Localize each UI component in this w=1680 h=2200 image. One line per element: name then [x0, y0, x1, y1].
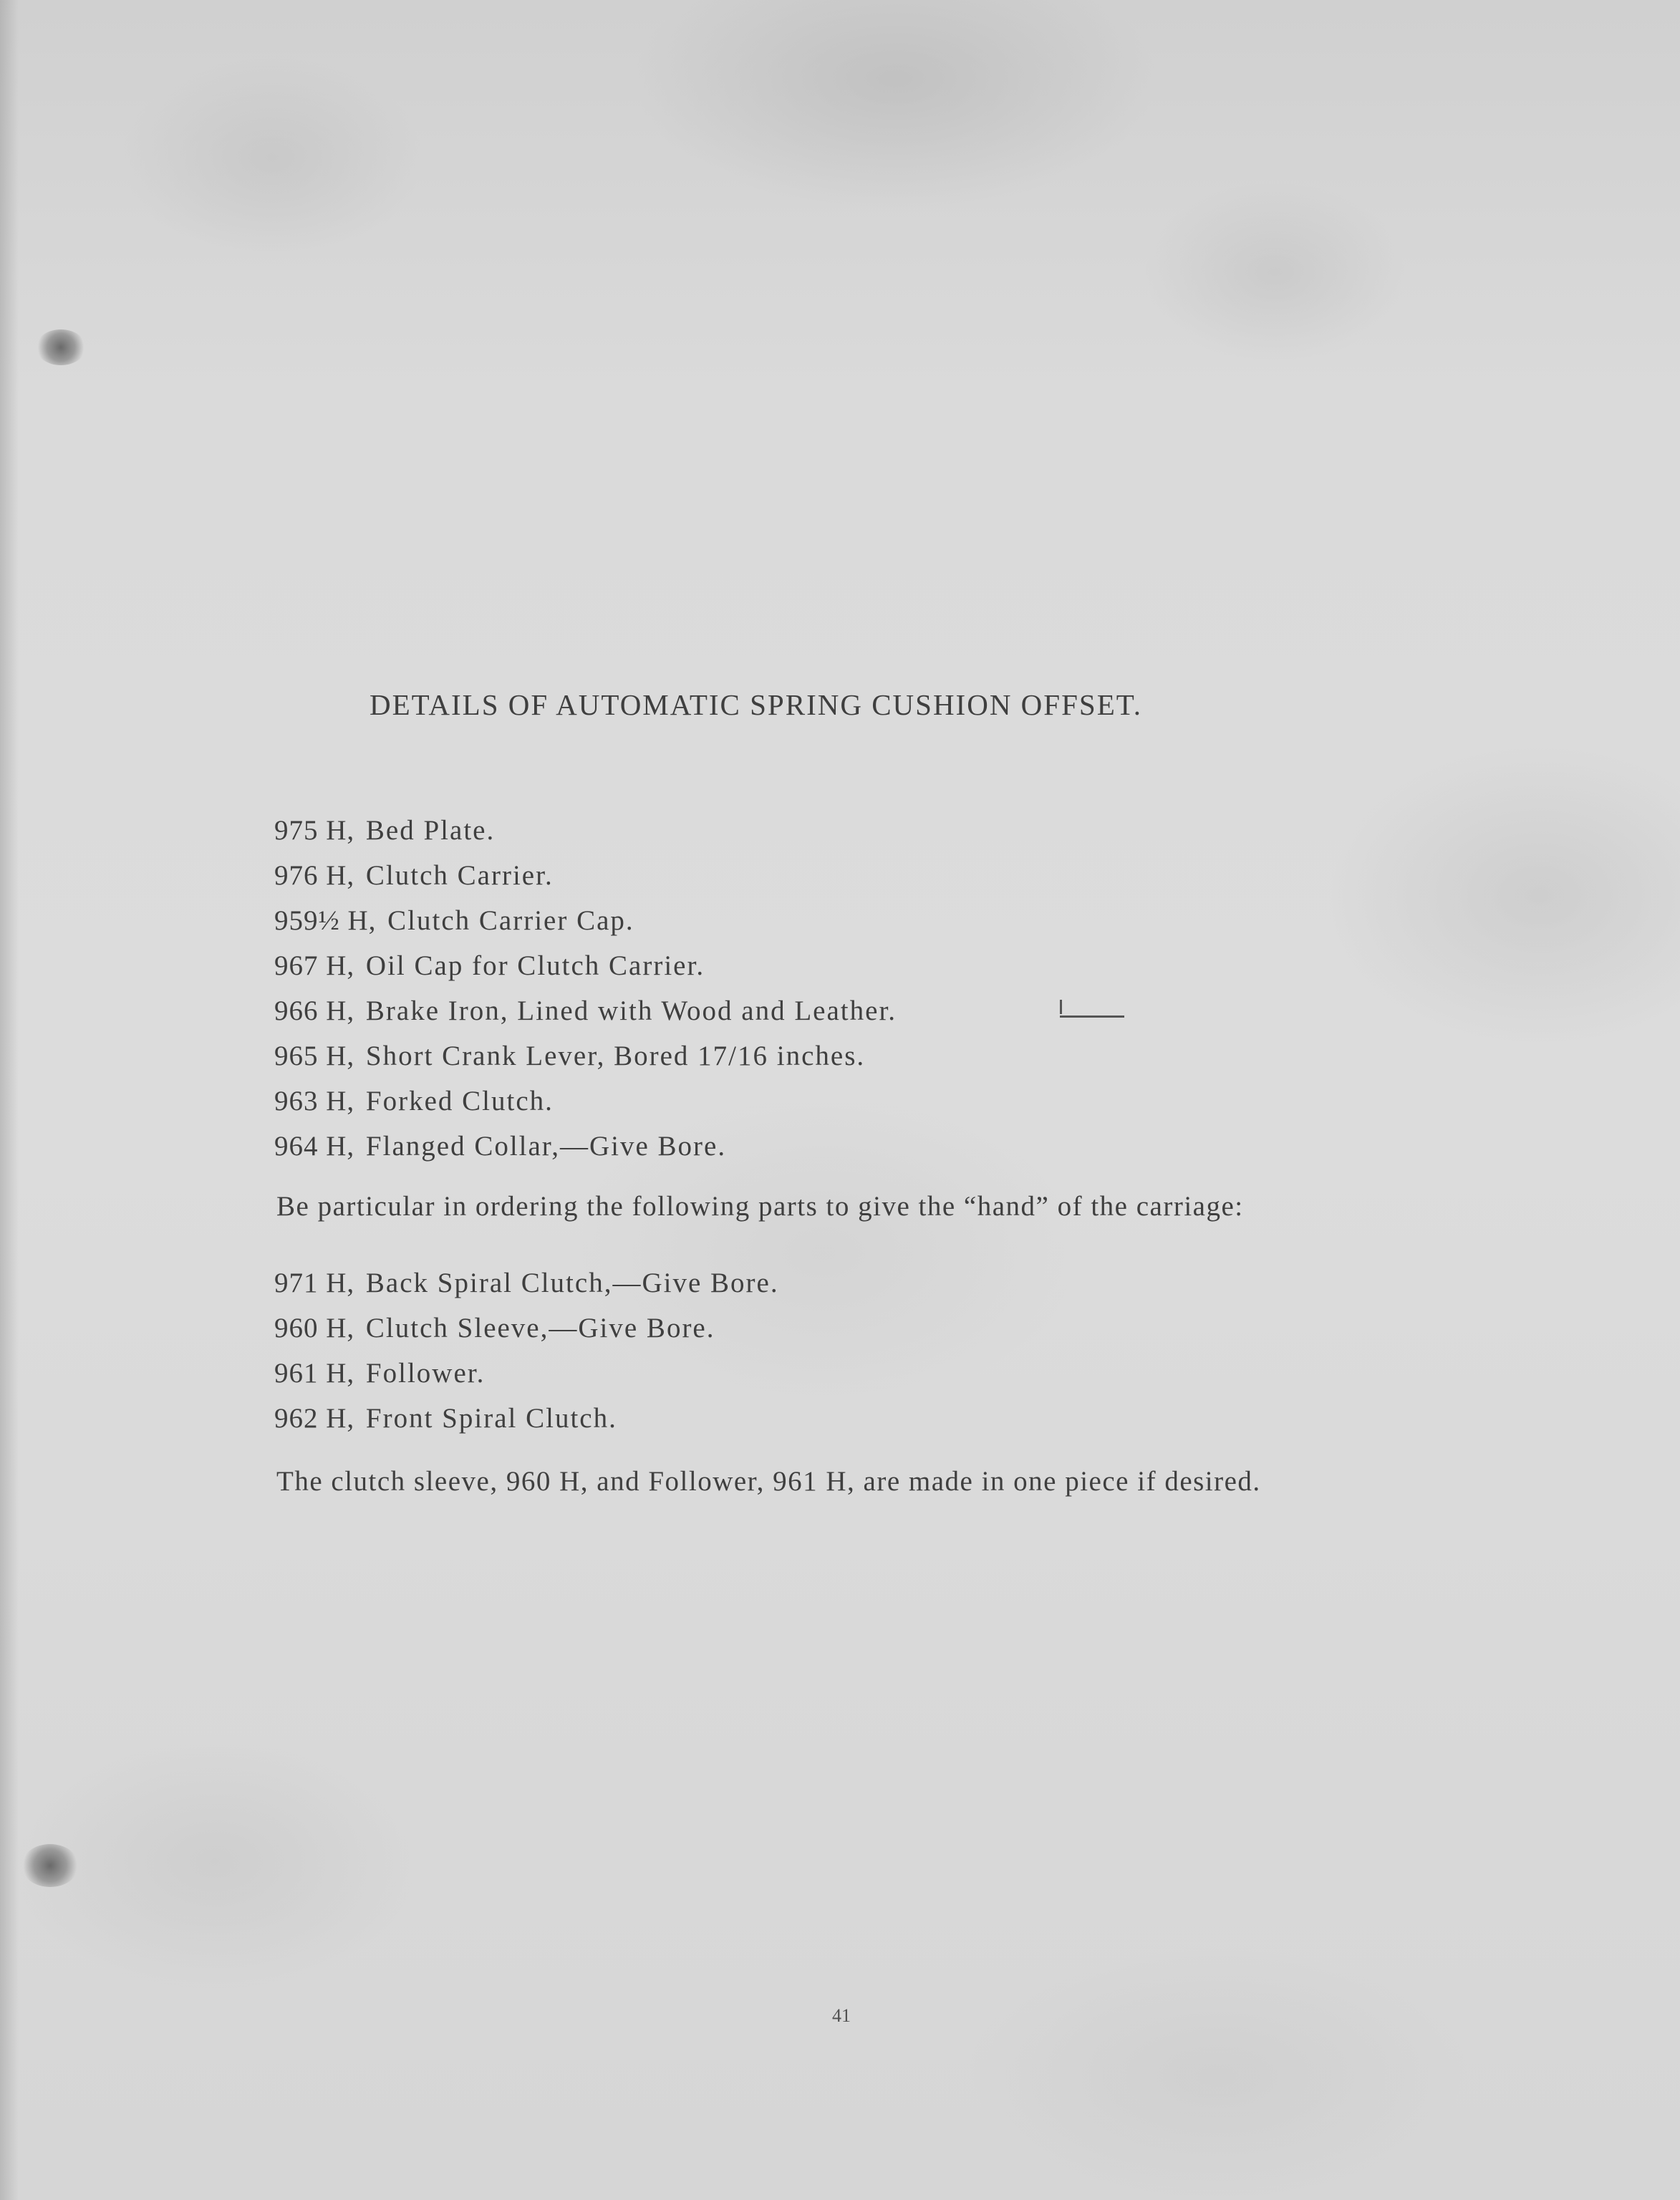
part-number: 960 H, — [274, 1313, 355, 1343]
part-number: 965 H, — [274, 1041, 355, 1071]
part-description: Back Spiral Clutch,—Give Bore. — [365, 1268, 779, 1298]
paper-damage-spot — [36, 329, 86, 365]
paper-damage-spot — [21, 1844, 79, 1887]
list-item — [274, 1351, 1492, 1396]
part-description: Clutch Carrier. — [365, 860, 554, 891]
part-number: 959½ H, — [274, 905, 377, 936]
list-item — [274, 1079, 1492, 1124]
part-description: Short Crank Lever, Bored 17/16 inches. — [365, 1041, 866, 1071]
part-number: 967 H, — [274, 950, 355, 981]
list-item — [274, 988, 1492, 1033]
part-description: Bed Plate. — [365, 815, 496, 846]
handwritten-arrow-mark — [1060, 1005, 1124, 1018]
part-number: 975 H, — [274, 815, 355, 846]
page-title: DETAILS OF AUTOMATIC SPRING CUSHION OFFSET. — [370, 688, 1142, 721]
part-description: Flanged Collar,—Give Bore. — [365, 1131, 727, 1162]
part-description: Brake Iron, Lined with Wood and Leather. — [365, 995, 897, 1026]
list-item — [274, 1396, 1492, 1441]
part-number: 962 H, — [274, 1403, 355, 1434]
closing-note: The clutch sleeve, 960 H, and Follower, 961 H, are made in one piece if desired. — [276, 1466, 1261, 1497]
list-item — [274, 808, 1492, 853]
part-description: Clutch Sleeve,—Give Bore. — [365, 1313, 715, 1343]
list-item — [274, 853, 1492, 898]
parts-list — [274, 808, 1492, 1169]
ordering-instruction: Be particular in ordering the following parts to give the “hand” of the carriage: — [276, 1191, 1244, 1222]
page-edge-shadow — [0, 0, 19, 2200]
part-description: Clutch Carrier Cap. — [387, 905, 634, 936]
part-description: Follower. — [365, 1358, 486, 1389]
part-number: 963 H, — [274, 1086, 355, 1116]
part-number: 976 H, — [274, 860, 355, 891]
part-number: 966 H, — [274, 995, 355, 1026]
part-description: Forked Clutch. — [365, 1086, 554, 1116]
hand-specific-parts-list — [274, 1260, 1492, 1441]
part-number: 961 H, — [274, 1358, 355, 1389]
list-item — [274, 1033, 1492, 1079]
list-item — [274, 898, 1492, 943]
page-number: 41 — [832, 2005, 851, 2026]
list-item — [274, 1260, 1492, 1306]
part-description: Oil Cap for Clutch Carrier. — [365, 950, 705, 981]
list-item — [274, 943, 1492, 988]
part-number: 964 H, — [274, 1131, 355, 1162]
list-item — [274, 1124, 1492, 1169]
part-number: 971 H, — [274, 1268, 355, 1298]
list-item — [274, 1306, 1492, 1351]
part-description: Front Spiral Clutch. — [365, 1403, 617, 1434]
